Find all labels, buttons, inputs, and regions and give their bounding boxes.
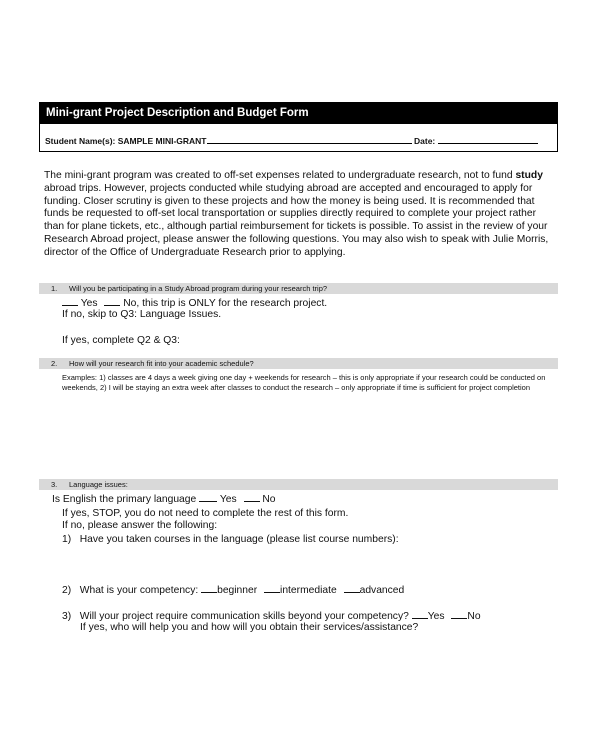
- q1-yes-blank[interactable]: [62, 296, 78, 306]
- q3-sub3-number: 3): [62, 611, 72, 622]
- form-header-box: [39, 102, 558, 152]
- intro-text-2: abroad trips. However, projects conducted while studying abroad are accepted and encouraged to apply for funding. Closer scrutiny is given to these projects and how the money is being used. It is recommended that funds be requested to off-set local transportation or supplies directly required to complete your project rather than for plane tickets, etc., although partial reimbursement for tickets is possible. To assist in the review of your Research Abroad project, please answer the following questions. You may also wish to speak with Julie Morris, director of the Office of Undergraduate Research prior to applying.: [44, 182, 549, 258]
- question-3-number: 3.: [51, 480, 58, 489]
- q3-yes-blank[interactable]: [199, 492, 217, 502]
- beginner-blank[interactable]: [201, 583, 217, 593]
- advanced-blank[interactable]: [344, 583, 360, 593]
- date-label: Date:: [414, 136, 436, 146]
- q2-examples: Examples: 1) classes are 4 days a week giving one day + weekends for research – this is only appropriate if your research could be conducted on weekends, 2) I will be staying an extra week after classes to conduct the research – only appropriate if time is sufficient for project completion: [62, 373, 546, 392]
- q3-sub1: [62, 534, 399, 546]
- intro-paragraph: [44, 170, 556, 260]
- q3-sub3-text: Will your project require communication skills beyond your competency?: [79, 611, 409, 622]
- q3-if-yes-stop: If yes, STOP, you do not need to complete the rest of this form.: [62, 508, 349, 519]
- q3-sub2: [62, 583, 404, 597]
- q1-if-no: If no, skip to Q3: Language Issues.: [62, 309, 222, 320]
- q3-sub3-yes-blank[interactable]: [412, 609, 428, 619]
- q3-if-no-answer: If no, please answer the following:: [62, 520, 218, 531]
- q3-primary-prefix: Is English the primary language: [52, 494, 197, 505]
- q3-no-label: No: [262, 494, 276, 505]
- intermediate-label: intermediate: [280, 585, 337, 596]
- student-name-label: Student Name(s): SAMPLE MINI-GRANT: [45, 136, 207, 146]
- q1-if-yes: If yes, complete Q2 & Q3:: [62, 335, 180, 346]
- q3-sub3: [62, 609, 481, 623]
- intermediate-blank[interactable]: [264, 583, 280, 593]
- q3-sub1-number: 1): [62, 534, 72, 545]
- student-name-blank: [207, 134, 412, 144]
- date-blank: [438, 134, 538, 144]
- question-2-text: How will your research fit into your academic schedule?: [69, 359, 254, 368]
- intro-text-1: The mini-grant program was created to off-set expenses related to undergraduate research, not to fund: [44, 170, 516, 181]
- q3-primary-language: [52, 492, 276, 506]
- q3-sub3-follow: If yes, who will help you and how will you obtain their services/assistance?: [80, 622, 419, 633]
- q3-yes-label: Yes: [219, 494, 237, 505]
- advanced-label: advanced: [359, 585, 405, 596]
- student-name-field: [45, 134, 412, 146]
- q3-sub3-no-blank[interactable]: [451, 609, 467, 619]
- question-1-bar: [39, 283, 558, 294]
- question-2-bar: [39, 358, 558, 369]
- q3-sub3-yes-label: Yes: [427, 611, 445, 622]
- q1-options: [62, 296, 327, 310]
- q3-sub2-number: 2): [62, 585, 72, 596]
- question-3-text: Language issues:: [69, 480, 128, 489]
- q1-yes-label: Yes: [80, 298, 98, 309]
- q3-sub3-no-label: No: [467, 611, 481, 622]
- q1-no-label: No, this trip is ONLY for the research project.: [123, 298, 328, 309]
- question-1-text: Will you be participating in a Study Abroad program during your research trip?: [69, 284, 328, 293]
- intro-bold-word: study: [515, 170, 543, 181]
- form-title: Mini-grant Project Description and Budget Form: [40, 103, 557, 124]
- q1-no-blank[interactable]: [104, 296, 120, 306]
- question-1-number: 1.: [51, 284, 58, 293]
- date-field: [414, 134, 538, 146]
- q3-no-blank[interactable]: [244, 492, 260, 502]
- question-3-bar: [39, 479, 558, 490]
- q3-sub2-prefix: What is your competency:: [79, 585, 199, 596]
- question-2-number: 2.: [51, 359, 58, 368]
- beginner-label: beginner: [217, 585, 258, 596]
- q3-sub1-text: Have you taken courses in the language (please list course numbers):: [79, 534, 399, 545]
